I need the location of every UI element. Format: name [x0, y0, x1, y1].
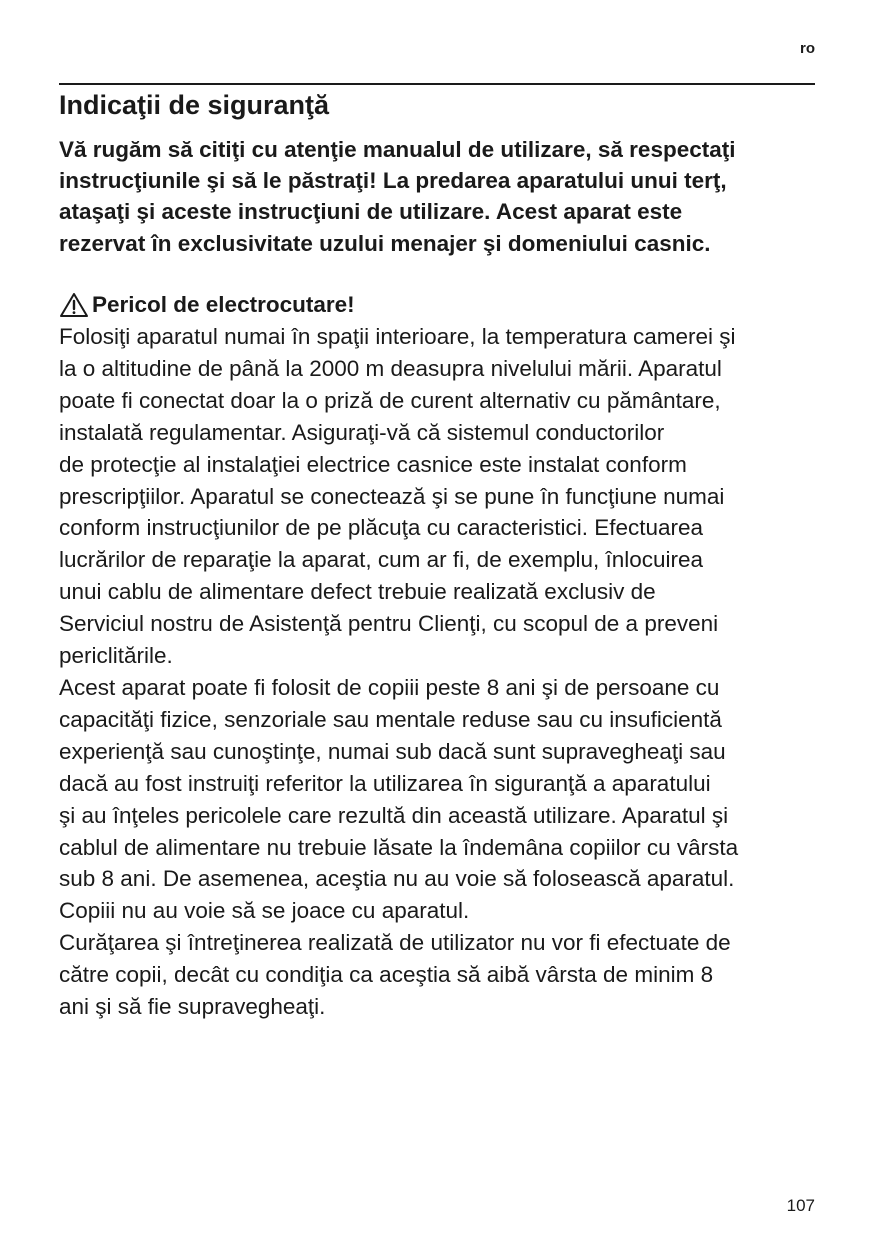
- body-line: instalată regulamentar. Asiguraţi-vă că sistemul conductorilor: [59, 419, 665, 445]
- body-line: lucrărilor de reparaţie la aparat, cum ar fi, de exemplu, înlocuirea: [59, 547, 704, 573]
- body-line: cablul de alimentare nu trebuie lăsate la îndemâna copiilor cu vârsta: [59, 834, 739, 860]
- page-number: 107: [786, 1196, 815, 1215]
- body-line: experienţă sau cunoştinţe, numai sub dacă sunt supravegheaţi sau: [59, 738, 726, 764]
- page-title: Indicaţii de siguranţă: [59, 90, 330, 120]
- language-code: ro: [800, 40, 815, 57]
- body-line: periclitările.: [59, 643, 173, 669]
- body-line: unui cablu de alimentare defect trebuie realizată exclusiv de: [59, 579, 656, 605]
- intro-line: ataşaţi şi aceste instrucţiuni de utilizare. Acest aparat este: [59, 199, 683, 225]
- body-line: la o altitudine de până la 2000 m deasupra nivelului mării. Aparatul: [59, 355, 722, 381]
- intro-line: instrucţiunile şi să le păstraţi! La predarea aparatului unui terţ,: [59, 168, 727, 194]
- intro-line: Vă rugăm să citiţi cu atenţie manualul de utilizare, să respectaţi: [59, 137, 736, 162]
- body-line: Folosiţi aparatul numai în spaţii interioare, la temperatura camerei şi: [59, 324, 736, 349]
- body-line: şi au înţeles pericolele care rezultă din această utilizare. Aparatul şi: [59, 802, 729, 828]
- body-line: dacă au fost instruiţi referitor la utilizarea în siguranţă a aparatului: [59, 770, 711, 796]
- body-line: capacităţi fizice, senzoriale sau mentale reduse sau cu insuficientă: [59, 706, 722, 732]
- body-line: de protecţie al instalaţiei electrice casnice este instalat conform: [59, 451, 687, 477]
- body-line: Serviciul nostru de Asistenţă pentru Clienţi, cu scopul de a preveni: [59, 611, 719, 637]
- intro-paragraph: [59, 134, 829, 259]
- body-line: prescripţiilor. Aparatul se conectează şi se pune în funcţiune numai: [59, 483, 725, 509]
- body-line: conform instrucţiunilor de pe plăcuţa cu caracteristici. Efectuarea: [59, 515, 704, 541]
- warning-heading-text: Pericol de electrocutare!: [92, 292, 355, 317]
- body-line: poate fi conectat doar la o priză de curent alternativ cu pământare,: [59, 387, 721, 413]
- body-line: către copii, decât cu condiţia ca aceştia să aibă vârsta de minim 8: [59, 962, 714, 988]
- intro-line: rezervat în exclusivitate uzului menajer şi domeniului casnic.: [59, 230, 711, 256]
- warning-heading: [59, 289, 355, 321]
- body-text: [59, 321, 829, 1023]
- header-divider: [59, 83, 815, 85]
- warning-triangle-icon: [59, 292, 89, 318]
- body-line: Copiii nu au voie să se joace cu aparatul.: [59, 898, 470, 924]
- body-line: sub 8 ani. De asemenea, aceştia nu au voie să folosească aparatul.: [59, 866, 735, 892]
- body-line: Acest aparat poate fi folosit de copiii peste 8 ani şi de persoane cu: [59, 674, 720, 700]
- body-line: ani şi să fie supravegheaţi.: [59, 994, 326, 1020]
- body-line: Curăţarea şi întreţinerea realizată de utilizator nu vor fi efectuate de: [59, 930, 731, 956]
